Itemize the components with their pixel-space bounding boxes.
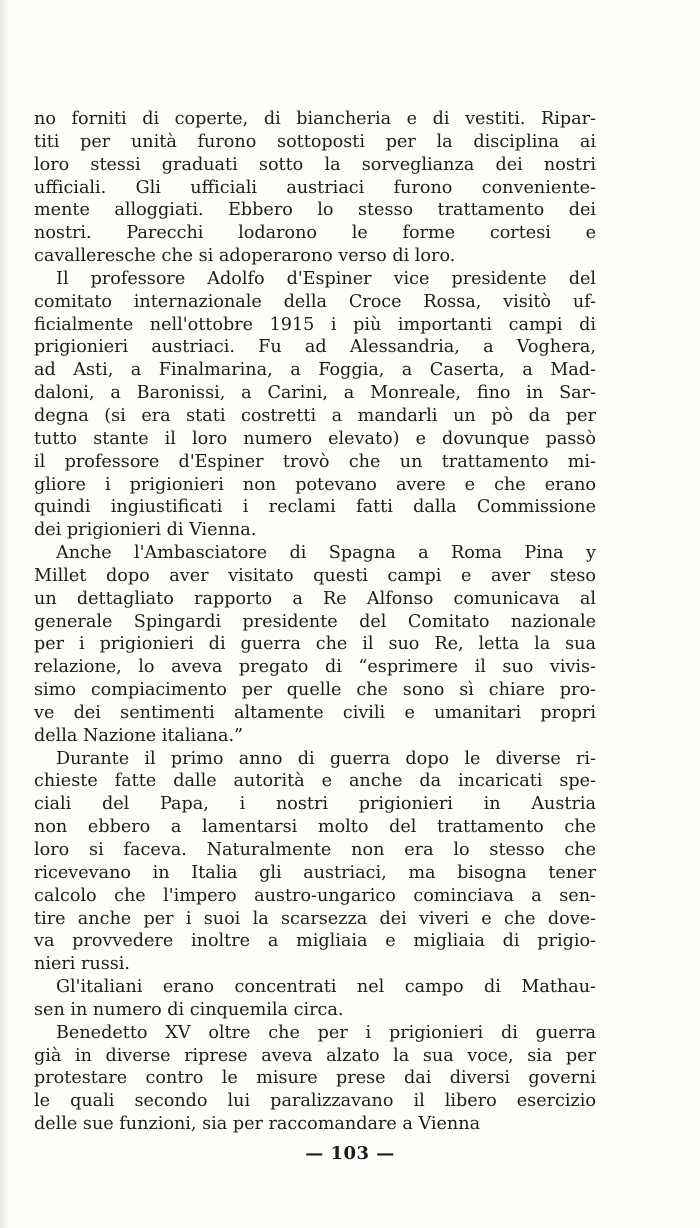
binding-edge [0,0,8,1228]
paragraph [34,268,596,542]
text-line: un dettagliato rapporto a Re Alfonso comunicava al [34,588,596,609]
text-line: no forniti di coperte, di biancheria e di vestiti. Ripar- [34,109,596,129]
text-line: ricevevano in Italia gli austriaci, ma bisogna tener [34,862,596,883]
text-line: il professore d'Espiner trovò che un trattamento mi- [34,451,596,472]
text-line: della Nazione italiana.” [34,725,244,746]
text-line: le quali secondo lui paralizzavano il libero esercizio [34,1091,596,1112]
paragraph [34,1022,596,1136]
text-line: comitato internazionale della Croce Rossa, visitò uf- [34,291,596,312]
text-line: tire anche per i suoi la scarsezza dei viveri e che dove- [34,908,596,929]
text-line: Millet dopo aver visitato questi campi e aver steso [34,565,596,586]
text-line: Durante il primo anno di guerra dopo le diverse ri- [56,748,596,769]
text-line: ad Asti, a Finalmarina, a Foggia, a Caserta, a Mad- [34,360,596,381]
text-line: già in diverse riprese aveva alzato la sua voce, sia per [34,1045,596,1066]
text-line: chieste fatte dalle autorità e anche da incaricati spe- [34,771,596,792]
text-line: delle sue funzioni, sia per raccomandare a Vienna [34,1114,481,1135]
text-line: non ebbero a lamentarsi molto del trattamento che [34,817,596,838]
text-line: ufficiali. Gli ufficiali austriaci furono conveniente- [34,177,596,198]
page-number: — 103 — [305,1143,395,1164]
text-line: tutto stante il loro numero elevato) e dovunque passò [34,428,596,449]
text-line: per i prigionieri di guerra che il suo Re, letta la sua [34,634,596,655]
text-line: Il professore Adolfo d'Espiner vice presidente del [56,268,596,289]
text-line: cavalleresche che si adoperarono verso di loro. [34,246,456,267]
text-line: daloni, a Baronissi, a Carini, a Monreale, fino in Sar- [34,383,596,404]
text-line: generale Spingardi presidente del Comitato nazionale [34,611,596,632]
text-line: mente alloggiati. Ebbero lo stesso trattamento dei [34,200,596,221]
text-line: titi per unità furono sottoposti per la disciplina ai [34,131,596,152]
text-line: Anche l'Ambasciatore di Spagna a Roma Pina y [56,543,596,564]
text-line: Gl'italiani erano concentrati nel campo di Mathau- [56,977,596,998]
text-line: ciali del Papa, i nostri prigionieri in Austria [34,794,596,815]
text-line: protestare contro le misure prese dai diversi governi [34,1068,596,1089]
text-line: relazione, lo aveva pregato di “esprimere il suo vivis- [34,657,596,678]
text-line: ve dei sentimenti altamente civili e umanitari propri [34,702,596,723]
text-line: sen in numero di cinquemila circa. [34,999,344,1020]
text-line: loro stessi graduati sotto la sorveglianza dei nostri [34,154,596,175]
paragraph [34,542,596,748]
text-line: quindi ingiustificati i reclami fatti dalla Commissione [34,497,596,518]
text-line: nostri. Parecchi lodarono le forme cortesi e [34,223,596,244]
text-line: va provvedere inoltre a migliaia e migliaia di prigio- [34,931,596,952]
text-line: gliore i prigionieri non potevano avere e che erano [34,474,596,495]
text-line: dei prigionieri di Vienna. [34,520,257,541]
text-line: nieri russi. [34,954,131,975]
text-line: loro si faceva. Naturalmente non era lo stesso che [34,840,596,860]
text-line: Benedetto XV oltre che per i prigionieri di guerra [56,1022,596,1043]
paragraph [34,748,596,976]
page-body-text [34,108,596,1136]
text-line: ficialmente nell'ottobre 1915 i più importanti campi di [34,314,596,335]
text-line: degna (si era stati costretti a mandarli un pò da per [34,405,596,426]
paragraph [34,108,596,268]
text-line: calcolo che l'impero austro-ungarico cominciava a sen- [34,885,596,906]
text-line: simo compiacimento per quelle che sono sì chiare pro- [34,680,596,701]
text-line: prigionieri austriaci. Fu ad Alessandria, a Voghera, [34,337,596,358]
paragraph [34,976,596,1022]
